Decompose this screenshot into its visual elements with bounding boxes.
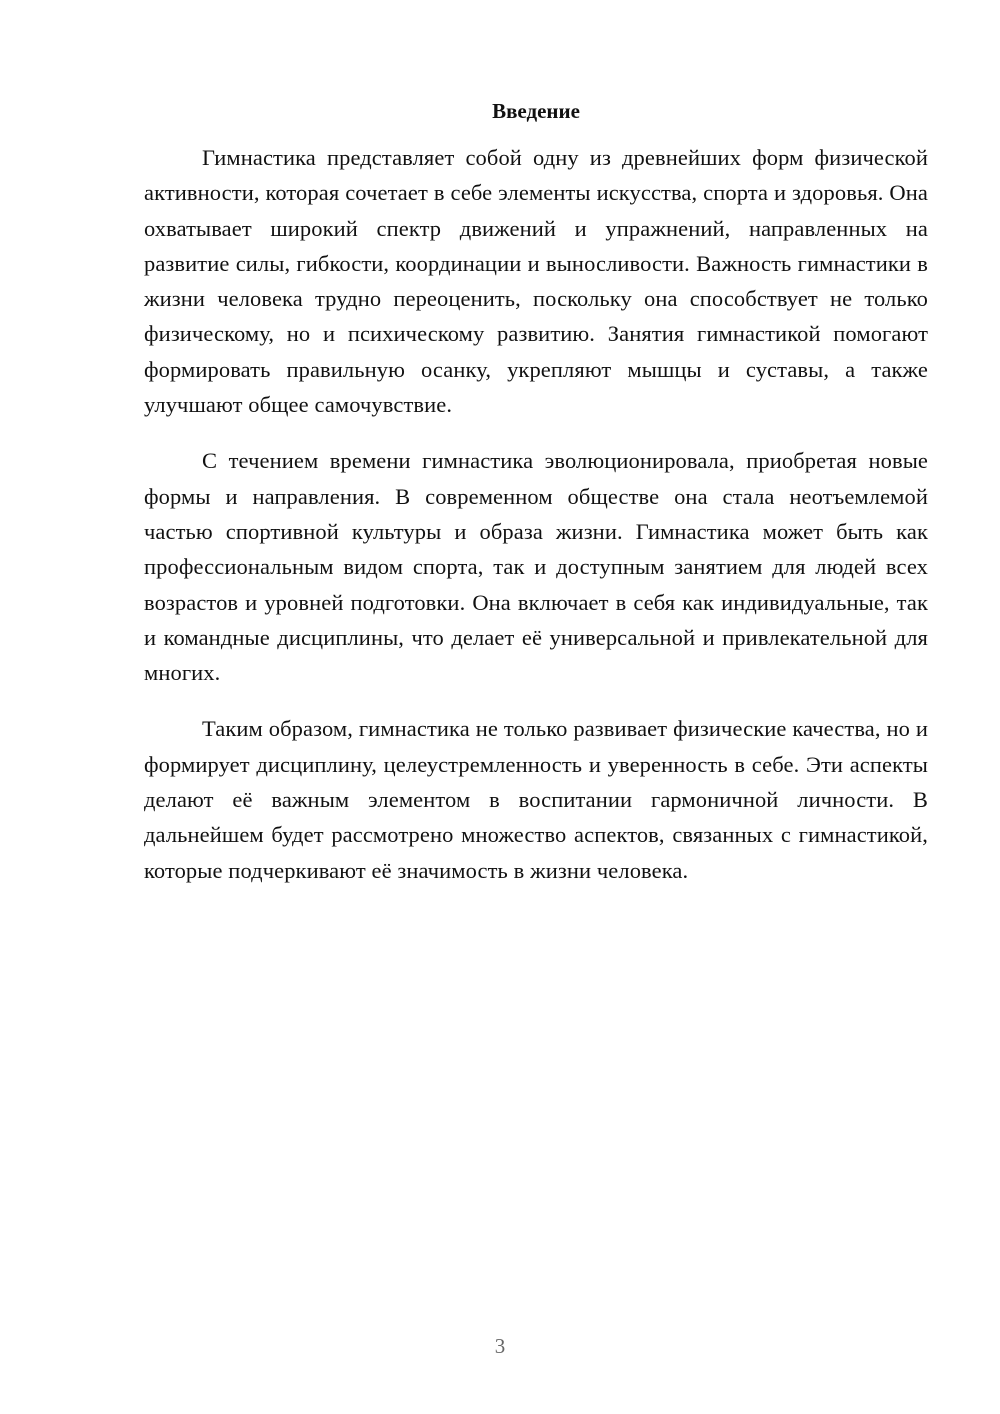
paragraph-3: Таким образом, гимнастика не только развивает физические качества, но и формирует дисциплину, целеустремленность и уверенность в себе. Эти аспекты делают её важным элементом в воспитании гармоничной личности. В дальнейшем будет рассмотрено множество аспектов, связанных с гимнастикой, которые подчеркивают её значимость в жизни человека. bbox=[144, 716, 928, 883]
section-title: Введение bbox=[492, 99, 580, 123]
page-content bbox=[144, 96, 928, 909]
page-number: 3 bbox=[494, 1334, 506, 1358]
paragraph-1: Гимнастика представляет собой одну из древнейших форм физической активности, которая сочетает в себе элементы искусства, спорта и здоровья. Она охватывает широкий спектр движений и упражнений, направленных на развитие силы, гибкости, координации и выносливости. Важность гимнастики в жизни человека трудно переоценить, поскольку она способствует не только физическому, но и психическому развитию. Занятия гимнастикой помогают формировать правильную осанку, укрепляют мышцы и суставы, а также улучшают общее самочувствие. bbox=[144, 145, 928, 418]
paragraph-2: С течением времени гимнастика эволюционировала, приобретая новые формы и направления. В современном обществе она стала неотъемлемой частью спортивной культуры и образа жизни. Гимнастика может быть как профессиональным видом спорта, так и доступным занятием для людей всех возрастов и уровней подготовки. Она включает в себя как индивидуальные, так и командные дисциплины, что делает её универсальной и привлекательной для многих. bbox=[144, 448, 928, 686]
